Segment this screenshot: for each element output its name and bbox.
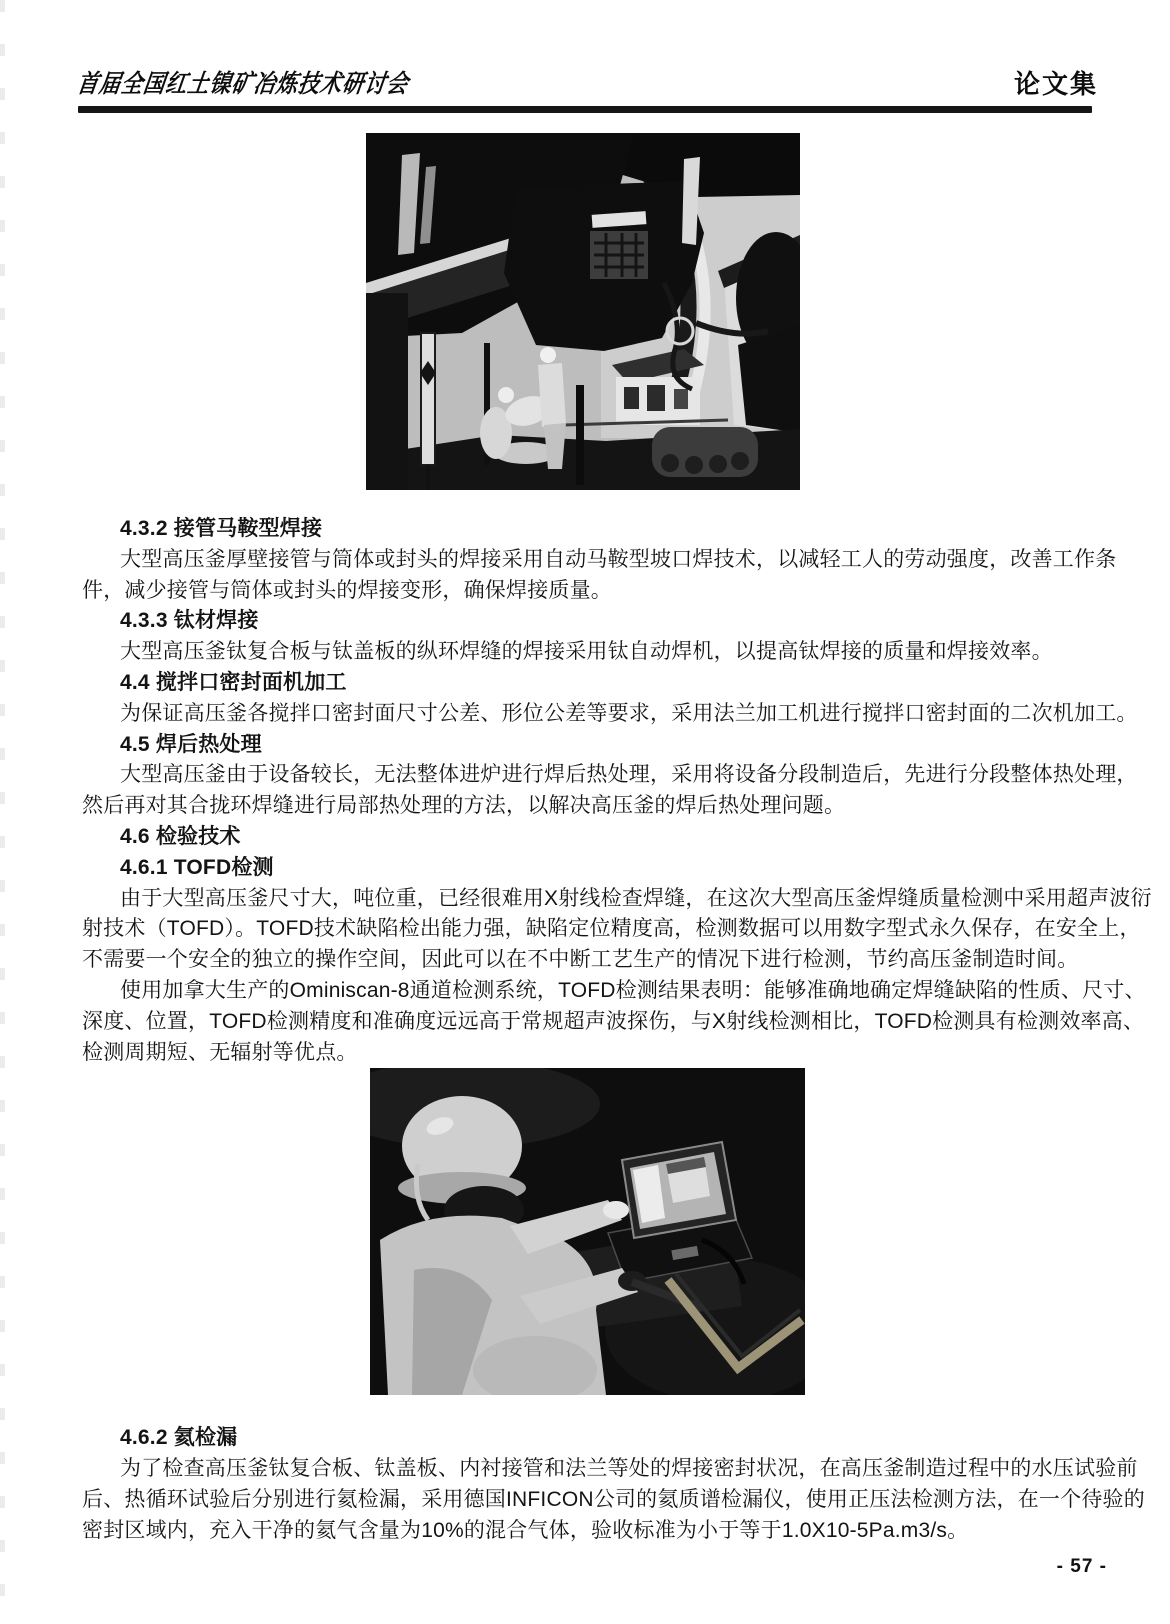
page-number: - 57 - [1056,1556,1107,1577]
body-text-line: 大型高压釜钛复合板与钛盖板的纵环焊缝的焊接采用钛自动焊机，以提高钛焊接的质量和焊接效率。 [120,640,1053,664]
tofd-photo-illustration [370,1068,805,1395]
scan-edge-artifact [0,0,5,1624]
body-text-line: 为了检查高压釜钛复合板、钛盖板、内衬接管和法兰等处的焊接密封状况，在高压釜制造过程中的水压试验前 [120,1457,1138,1480]
body-text-line: 检测周期短、无辐射等优点。 [82,1040,358,1064]
section-heading: 4.5 焊后热处理 [120,732,262,756]
body-text-line: 密封区域内，充入干净的氦气含量为10%的混合气体，验收标准为小于等于1.0X10-5Pa.m3/s。 [82,1519,969,1542]
section-heading: 4.4 搅拌口密封面机加工 [120,670,347,694]
figure-autoclave-welding-photo [366,133,800,490]
body-text-line: 大型高压釜由于设备较长，无法整体进炉进行焊后热处理，采用将设备分段制造后，先进行分段整体热处理， [120,763,1138,787]
body-text-line: 使用加拿大生产的Ominiscan-8通道检测系统，TOFD检测结果表明：能够准确地确定焊缝缺陷的性质、尺寸、 [120,978,1146,1002]
section-heading: 4.6 检验技术 [120,824,241,848]
body-text-line: 深度、位置，TOFD检测精度和准确度远远高于常规超声波探伤，与X射线检测相比，TOFD检测具有检测效率高、 [82,1009,1145,1033]
section-heading: 4.3.2 接管马鞍型焊接 [120,517,323,540]
body-text-block-1 [82,514,1152,1068]
body-text-line: 大型高压釜厚壁接管与筒体或封头的焊接采用自动马鞍型坡口焊技术，以减轻工人的劳动强度，改善工作条 [120,547,1117,571]
section-heading: 4.6.2 氦检漏 [120,1426,238,1449]
header-rule [78,106,1092,113]
section-heading: 4.6.1 TOFD检测 [120,855,274,879]
autoclave-photo-illustration [366,133,800,490]
body-text-line: 然后再对其合拢环焊缝进行局部热处理的方法，以解决高压釜的焊后热处理问题。 [82,794,846,818]
body-text-line: 由于大型高压釜尺寸大，吨位重，已经很难用X射线检查焊缝，在这次大型高压釜焊缝质量检测中采用超声波衍 [120,886,1152,910]
body-text-line: 件，减少接管与筒体或封头的焊接变形，确保焊接质量。 [82,578,612,602]
body-text-line: 为保证高压釜各搅拌口密封面尺寸公差、形位公差等要求，采用法兰加工机进行搅拌口密封面的二次机加工。 [120,701,1138,725]
section-heading: 4.3.3 钛材焊接 [120,609,259,633]
body-text-block-2 [82,1422,1145,1546]
body-text-line: 后、热循环试验后分别进行氦检漏，采用德国INFICON公司的氦质谱检漏仪，使用正压法检测方法，在一个待验的 [82,1488,1145,1511]
figure-tofd-inspection-photo [370,1068,805,1395]
proceedings-label: 论文集 [1014,69,1099,99]
conference-logo: 首届全国红土镍矿冶炼技术研讨会 [75,70,411,98]
body-text-line: 射技术（TOFD）。TOFD技术缺陷检出能力强，缺陷定位精度高，检测数据可以用数字型式永久保存，在安全上， [82,917,1141,941]
body-text-line: 不需要一个安全的独立的操作空间，因此可以在不中断工艺生产的情况下进行检测，节约高压釜制造时间。 [82,948,1079,972]
